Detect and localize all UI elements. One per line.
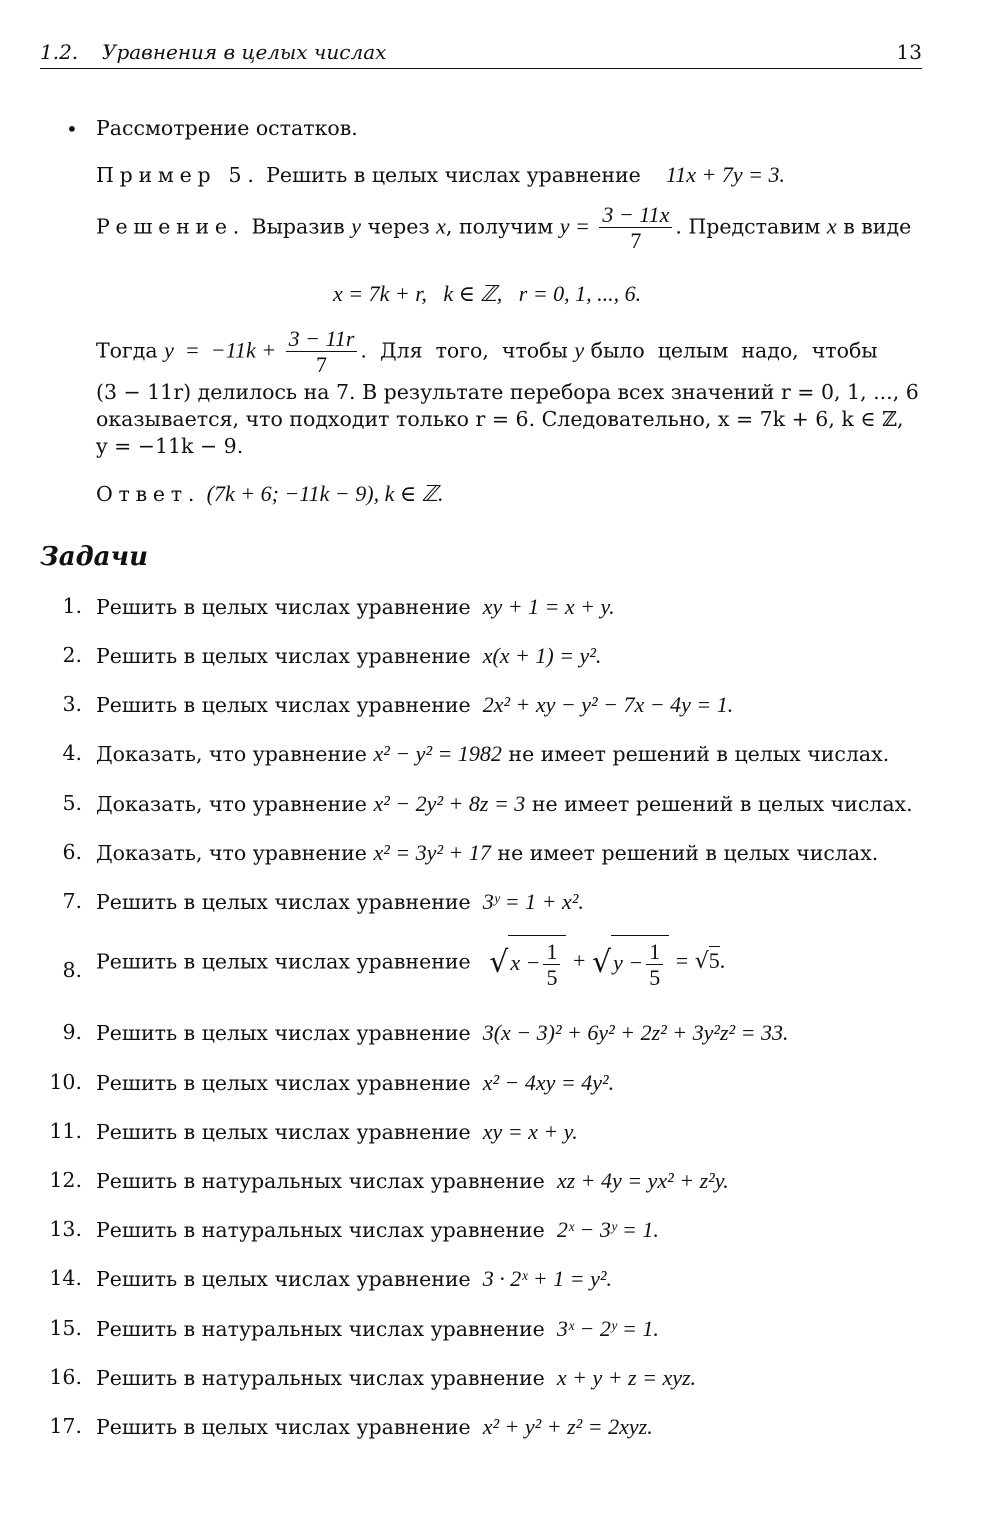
page-number: 13 [896, 40, 922, 64]
problem-number: 17. [49, 1414, 82, 1438]
problem-equation: 3ʸ = 1 + x². [482, 889, 584, 914]
problem-text-2: не имеет решений в целых числах. [508, 742, 890, 766]
problem-number: 16. [49, 1365, 82, 1389]
problem-item [96, 1414, 653, 1440]
problem-item [96, 1168, 729, 1194]
solution-line-1 [96, 202, 911, 254]
problem-item [96, 692, 733, 718]
fraction-1-numerator: 3 − 11x [599, 202, 672, 228]
solution-text-5: в виде [843, 214, 912, 239]
problem-number: 9. [62, 1020, 82, 1044]
problem-equation: 2ˣ − 3ʸ = 1. [556, 1217, 659, 1242]
problem-item [96, 1365, 696, 1391]
problem-item [96, 1070, 614, 1096]
fraction-numerator: 1 [646, 939, 663, 965]
problem-item [96, 594, 615, 620]
problem-text: Решить в целых числах уравнение [96, 644, 471, 668]
var-y-2: y [574, 337, 585, 363]
problem-number: 12. [49, 1168, 82, 1192]
problem-text-2: не имеет решений в целых числах. [531, 792, 913, 816]
display-equation: x = 7k + r, k ∈ ℤ, r = 0, 1, ..., 6. [333, 281, 642, 306]
problem-text: Решить в целых числах уравнение [96, 1120, 471, 1144]
fraction-numerator: 1 [543, 939, 560, 965]
problem-text: Доказать, что уравнение [96, 792, 367, 816]
section-number: 1.2. [40, 40, 79, 64]
sqrt-icon: √ [591, 945, 612, 981]
problem-text: Решить в целых числах уравнение [96, 1267, 471, 1291]
solution-line-4: оказывается, что подходит только r = 6. Следовательно, x = 7k + 6, k ∈ ℤ, [96, 407, 904, 431]
period: . [719, 948, 726, 974]
answer-label: Ответ. [96, 482, 201, 506]
solution-line-3: (3 − 11r) делилось на 7. В результате перебора всех значений r = 0, 1, ..., 6 [96, 380, 919, 404]
problem-text: Решить в целых числах уравнение [96, 1071, 471, 1095]
problem-text: Решить в целых числах уравнение [96, 1415, 471, 1439]
problem-text: Решить в целых числах уравнение [96, 595, 471, 619]
problem-equation: xy + 1 = x + y. [482, 594, 615, 619]
problem-text-2: не имеет решений в целых числах. [497, 841, 879, 865]
problem-item [96, 741, 889, 767]
problem-equation: xz + 4y = yx² + z²y. [556, 1168, 729, 1193]
problem-number: 15. [49, 1316, 82, 1340]
answer-line [96, 481, 444, 507]
example-label: Пример 5. [96, 163, 260, 187]
plus-sign: + [573, 948, 586, 974]
problem-number: 3. [62, 692, 82, 716]
problem-equation: x² − 2y² + 8z = 3 [373, 791, 526, 816]
problem-text: Решить в натуральных числах уравнение [96, 1218, 545, 1242]
togda-equation: y = −11k + [164, 337, 277, 363]
solution-label: Решение. [96, 214, 246, 239]
problem-text: Решить в целых числах уравнение [96, 890, 471, 914]
fraction-denominator: 5 [649, 965, 661, 991]
problem-item [96, 1266, 612, 1292]
problem-number: 5. [62, 791, 82, 815]
intro-text: Рассмотрение остатков. [96, 116, 358, 140]
problem-text: Решить в целых числах уравнение [96, 693, 471, 717]
problem-item [96, 643, 601, 669]
problem-equation: x + y + z = xyz. [556, 1365, 697, 1390]
problem-equation: x(x + 1) = y². [482, 643, 602, 668]
problems-title: Задачи [40, 542, 149, 572]
sqrt-term-2: y − [613, 949, 644, 975]
section-title: Уравнения в целых числах [102, 40, 387, 64]
solution-text-4: . Представим [675, 214, 821, 239]
problem-item [96, 1119, 578, 1145]
problem-number: 7. [62, 889, 82, 913]
problem-item [96, 791, 913, 817]
problem-equation: 3(x − 3)² + 6y² + 2z² + 3y²z² = 33. [482, 1020, 789, 1045]
solution-text-1: Выразив [251, 214, 345, 239]
problem-equation: xy = x + y. [482, 1119, 578, 1144]
fraction-denominator: 5 [546, 965, 558, 991]
answer-value: (7k + 6; −11k − 9), k ∈ ℤ. [206, 481, 444, 506]
problem-number: 11. [49, 1119, 82, 1143]
problem-equation: x² − 4xy = 4y². [482, 1070, 615, 1095]
problem-text: Решить в целых числах уравнение [96, 949, 471, 974]
equals-sign: = [675, 948, 689, 974]
var-x-2: x [826, 213, 837, 239]
problem-number: 2. [62, 643, 82, 667]
problem-equation [489, 939, 726, 991]
sqrt-icon: √ [489, 945, 509, 981]
sqrt-term-1: x − [510, 949, 541, 975]
fraction-1 [599, 202, 672, 254]
problem-equation: 2x² + xy − y² − 7x − 4y = 1. [482, 692, 734, 717]
problem-number: 8. [62, 958, 82, 982]
problem-number: 6. [62, 840, 82, 864]
problem-equation: 3 · 2ˣ + 1 = y². [482, 1266, 612, 1291]
togda-text: Тогда [96, 338, 158, 363]
problem-text: Решить в натуральных числах уравнение [96, 1366, 545, 1390]
problem-equation: x² + y² + z² = 2xyz. [482, 1414, 653, 1439]
problem-number: 10. [49, 1070, 82, 1094]
problem-text: Решить в целых числах уравнение [96, 1021, 471, 1045]
togda-text-c: было целым надо, чтобы [590, 338, 878, 363]
solution-text-3: , получим [445, 214, 554, 239]
problem-text: Решить в натуральных числах уравнение [96, 1317, 545, 1341]
sqrt-icon: √ [694, 949, 709, 975]
problem-number: 14. [49, 1266, 82, 1290]
example-line [96, 162, 785, 188]
fraction-2 [286, 326, 358, 378]
fraction-2-denominator: 7 [316, 352, 327, 378]
problem-number: 4. [62, 741, 82, 765]
problem-equation: x² − y² = 1982 [373, 741, 502, 766]
problem-equation: 3ˣ − 2ʸ = 1. [556, 1316, 659, 1341]
problem-text: Доказать, что уравнение [96, 841, 367, 865]
problem-item [96, 889, 584, 915]
example-equation: 11x + 7y = 3. [665, 162, 785, 187]
y-equals: y = [559, 213, 590, 239]
problem-text: Решить в натуральных числах уравнение [96, 1169, 545, 1193]
solution-line-5: y = −11k − 9. [96, 434, 244, 458]
problem-number: 1. [62, 594, 82, 618]
problem-item [96, 840, 878, 866]
solution-line-2 [96, 326, 878, 378]
var-y: y [351, 213, 361, 239]
problem-equation: x² = 3y² + 17 [373, 840, 491, 865]
sqrt-argument: 5 [708, 948, 720, 974]
problem-item [96, 1316, 659, 1342]
problem-item [96, 935, 725, 991]
problem-text: Доказать, что уравнение [96, 742, 367, 766]
fraction-1-denominator: 7 [630, 228, 642, 254]
problem-item [96, 1020, 788, 1046]
togda-text-b: . Для того, чтобы [360, 338, 568, 363]
problem-item [96, 1217, 659, 1243]
bullet-icon: • [66, 117, 78, 141]
var-x: x [436, 213, 446, 239]
fraction-2-numerator: 3 − 11r [286, 326, 358, 352]
example-text: Решить в целых числах уравнение [266, 163, 641, 187]
solution-text-2: через [367, 214, 430, 239]
problem-number: 13. [49, 1217, 82, 1241]
running-header [40, 38, 922, 69]
